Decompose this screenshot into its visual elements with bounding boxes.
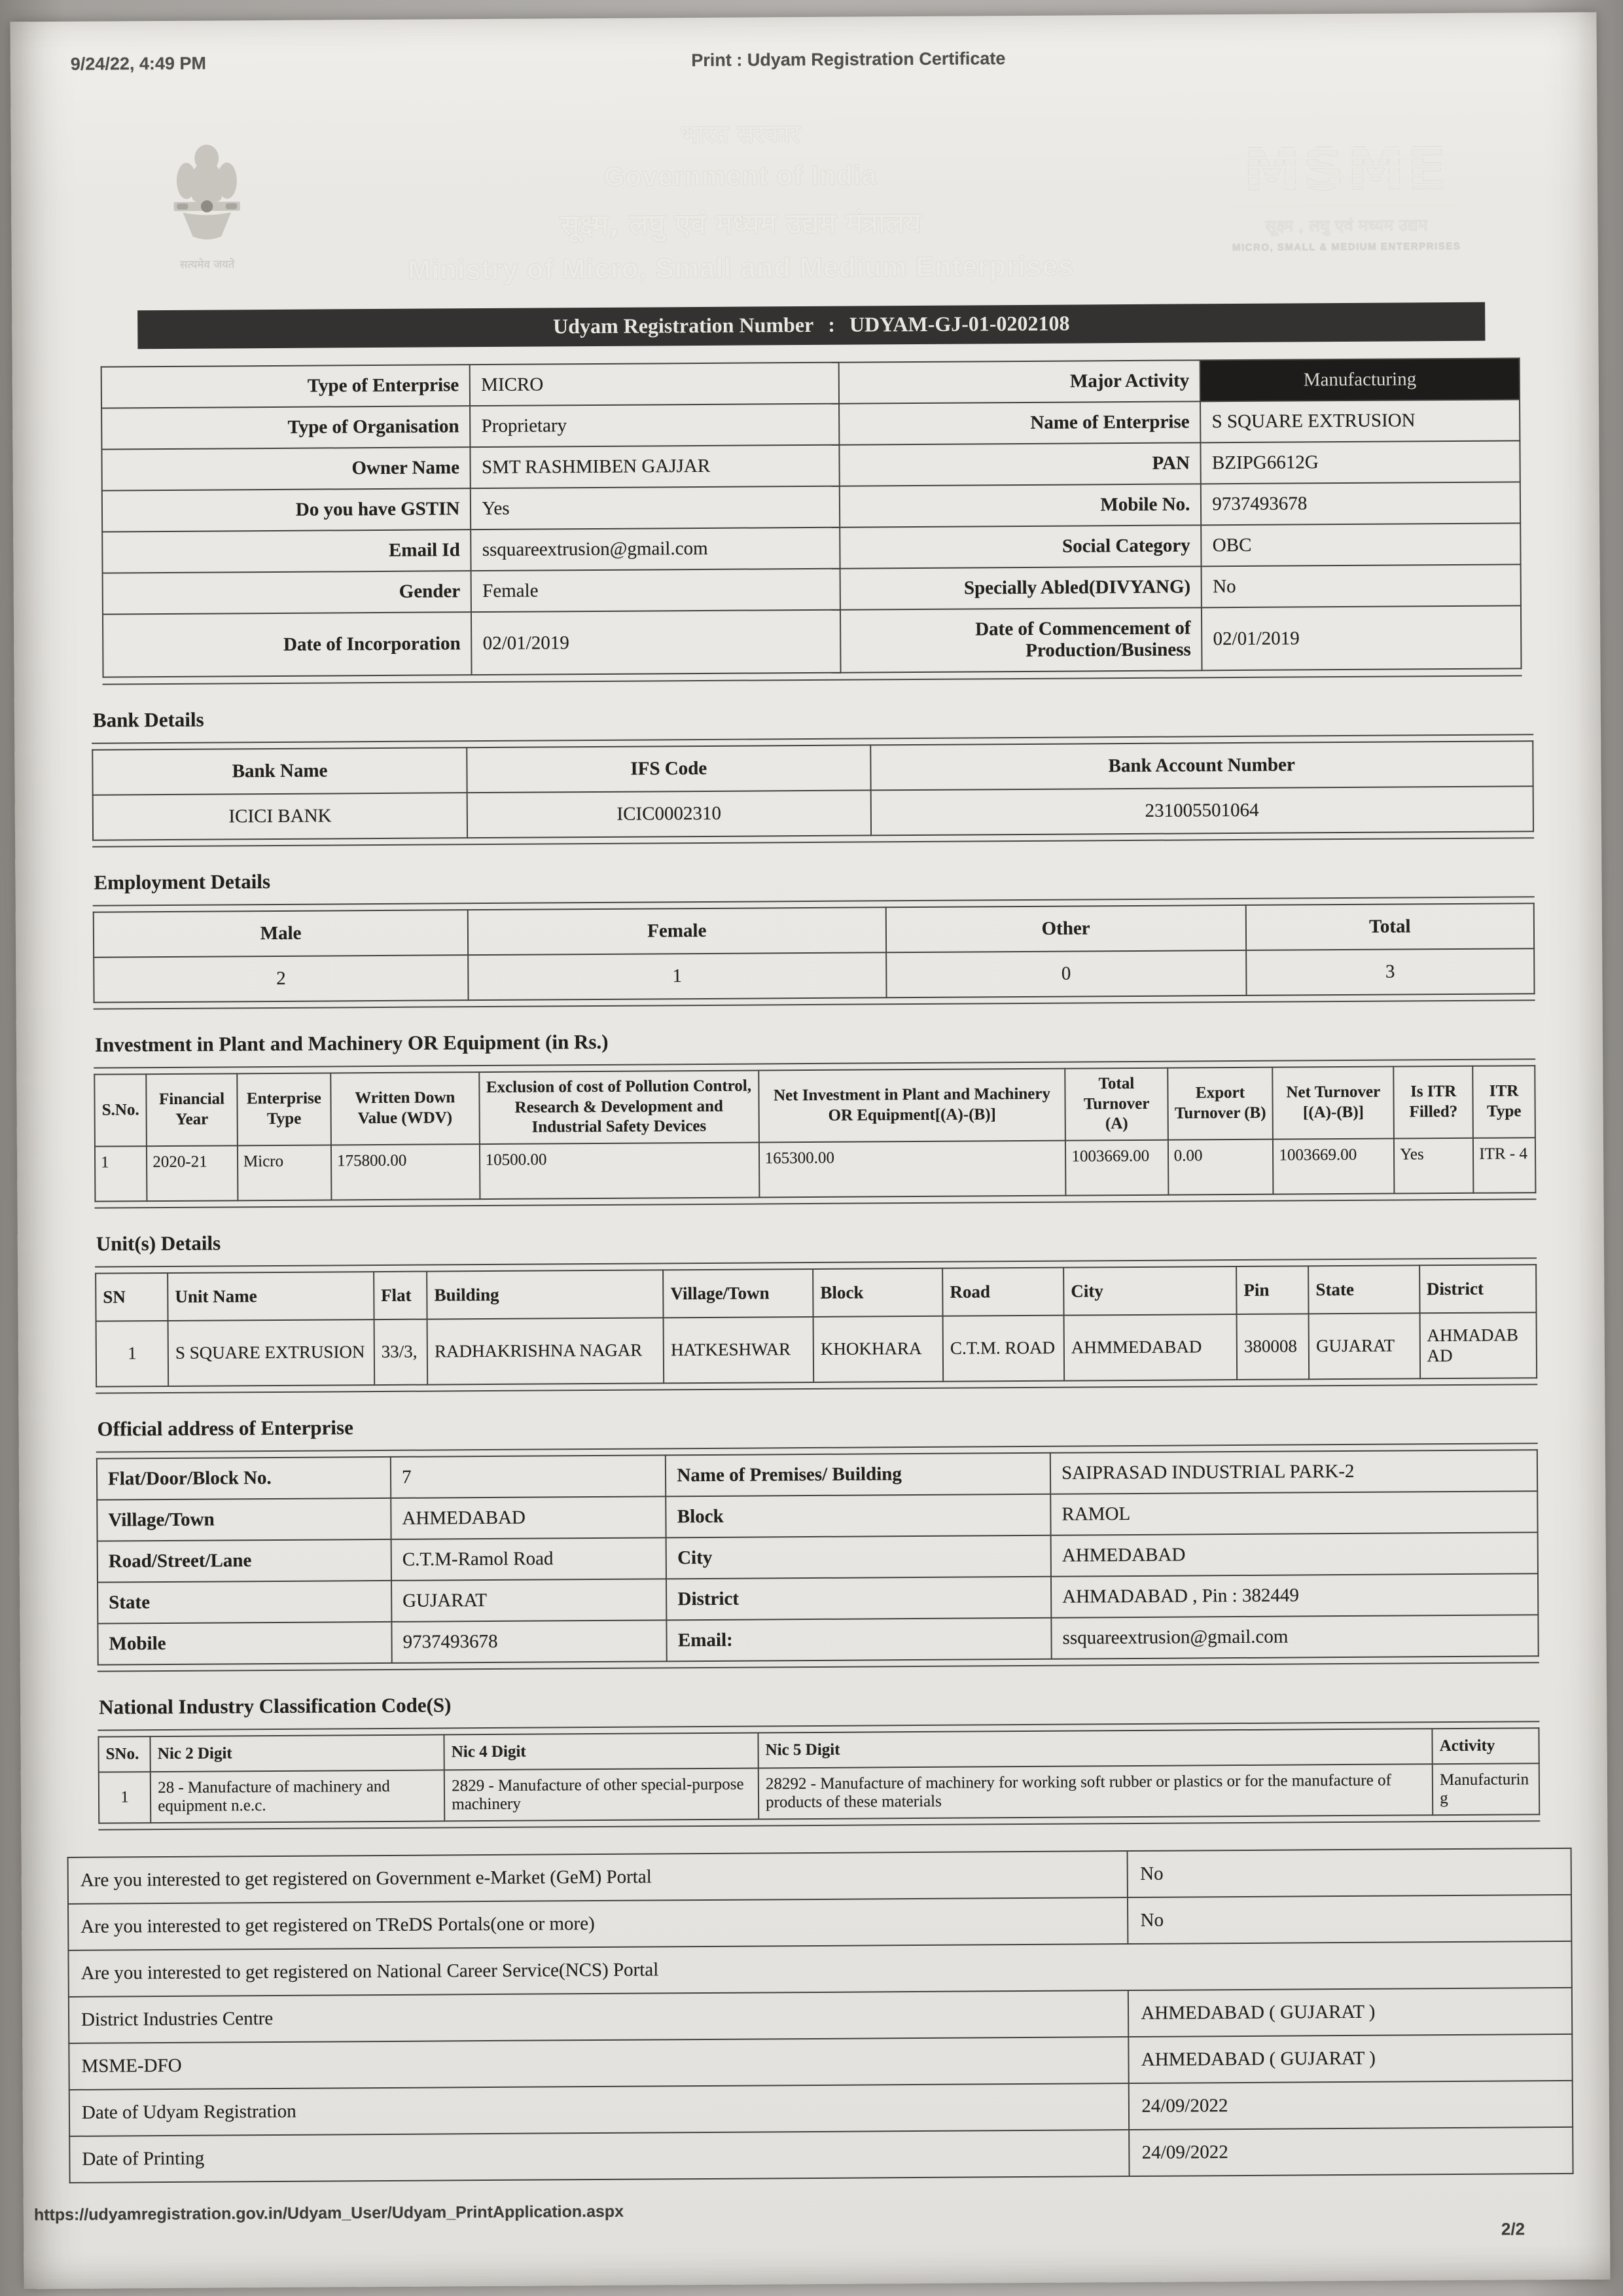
header-cell: S.No. bbox=[94, 1074, 147, 1146]
table-header-row bbox=[96, 1265, 1536, 1321]
field-label: Specially Abled(DIVYANG) bbox=[840, 566, 1202, 609]
is-itr-filled: Yes bbox=[1394, 1138, 1474, 1193]
bank-table-wrap bbox=[92, 734, 1534, 847]
field-label: Flat/Door/Block No. bbox=[97, 1456, 391, 1499]
enterprise-table bbox=[101, 357, 1522, 677]
field-value: ssquareextrusion@gmail.com bbox=[1051, 1615, 1538, 1659]
table-row bbox=[103, 605, 1522, 677]
nic-table-wrap bbox=[98, 1721, 1540, 1830]
unit-name: S SQUARE EXTRUSION bbox=[168, 1319, 374, 1386]
header-cell: Nic 4 Digit bbox=[444, 1732, 758, 1770]
unit-city: AHMMEDABAD bbox=[1064, 1314, 1238, 1381]
unit-state: GUJARAT bbox=[1309, 1313, 1420, 1379]
table-row bbox=[93, 786, 1533, 840]
exclusion-cost: 10500.00 bbox=[480, 1142, 759, 1199]
nic-heading: National Industry Classification Code(S) bbox=[99, 1693, 452, 1719]
field-label: Email Id bbox=[102, 529, 471, 573]
header-cell: ITR Type bbox=[1473, 1066, 1535, 1138]
banner-hindi-government: भारत सरकार bbox=[680, 119, 800, 149]
header-cell: Total Turnover (A) bbox=[1065, 1068, 1168, 1140]
field-label: Major Activity bbox=[838, 360, 1200, 403]
field-value: AHMEDABAD bbox=[391, 1496, 666, 1539]
msme-logo-rule bbox=[1230, 203, 1462, 207]
registration-number-label: Udyam Registration Number bbox=[552, 312, 814, 338]
table-row bbox=[99, 1763, 1539, 1823]
field-label: Village/Town bbox=[97, 1498, 391, 1541]
field-label: District bbox=[666, 1576, 1051, 1620]
header-cell: Road bbox=[942, 1267, 1063, 1316]
footer-url: https://udyamregistration.gov.in/Udyam_User/Udyam_PrintApplication.aspx bbox=[33, 2202, 624, 2225]
header-cell: Flat bbox=[374, 1271, 427, 1319]
question-answer: 24/09/2022 bbox=[1130, 2126, 1573, 2176]
header-cell: Unit Name bbox=[168, 1272, 374, 1321]
field-value: AHMADABAD , Pin : 382449 bbox=[1051, 1573, 1538, 1618]
field-label: Name of Premises/ Building bbox=[666, 1452, 1050, 1496]
field-label: Owner Name bbox=[101, 447, 471, 490]
header-cell: SN bbox=[96, 1273, 168, 1321]
nic-5-digit: 28292 - Manufacture of machinery for working soft rubber or plastics or for the manufacture of products of these materials bbox=[758, 1764, 1433, 1819]
total-turnover: 1003669.00 bbox=[1065, 1139, 1168, 1195]
field-value: Female bbox=[471, 569, 840, 612]
field-label: Road/Street/Lane bbox=[98, 1539, 391, 1582]
units-table-wrap bbox=[95, 1257, 1537, 1393]
table-row bbox=[98, 1615, 1538, 1664]
header-cell: Bank Name bbox=[92, 747, 467, 795]
employment-female: 1 bbox=[468, 952, 886, 1000]
unit-block: KHOKHARA bbox=[813, 1316, 944, 1382]
enterprise-type: Micro bbox=[238, 1145, 332, 1200]
nic-table bbox=[98, 1727, 1540, 1823]
question-text: Date of Udyam Registration bbox=[69, 2083, 1130, 2136]
field-value: Yes bbox=[471, 486, 840, 529]
table-row bbox=[94, 948, 1534, 1002]
net-investment: 165300.00 bbox=[759, 1140, 1066, 1197]
footer-page-number: 2/2 bbox=[1501, 2219, 1525, 2239]
header-cell: State bbox=[1308, 1265, 1419, 1314]
investment-heading: Investment in Plant and Machinery OR Equipment (in Rs.) bbox=[94, 1030, 609, 1056]
unit-flat: 33/3, bbox=[374, 1319, 427, 1384]
question-text: Are you interested to get registered on TReDS Portals(one or more) bbox=[68, 1897, 1128, 1950]
header-cell: District bbox=[1419, 1265, 1537, 1313]
field-label: Mobile No. bbox=[840, 484, 1202, 527]
nic-activity: Manufacturing bbox=[1433, 1763, 1539, 1815]
units-details-heading: Unit(s) Details bbox=[96, 1231, 221, 1255]
header-cell: Exclusion of cost of Pollution Control, Research & Development and Industrial Safety Devices bbox=[479, 1070, 759, 1143]
field-value: 7 bbox=[391, 1455, 666, 1498]
table-row bbox=[69, 2126, 1573, 2182]
registration-number-bar bbox=[137, 302, 1485, 350]
investment-table bbox=[94, 1065, 1536, 1202]
field-label: PAN bbox=[839, 442, 1201, 486]
questions-table bbox=[67, 1847, 1574, 2183]
bank-name: ICICI BANK bbox=[93, 793, 468, 840]
field-value: ssquareextrusion@gmail.com bbox=[471, 528, 840, 571]
question-answer: AHMEDABAD ( GUJARAT ) bbox=[1129, 2034, 1573, 2083]
question-answer: No bbox=[1128, 1848, 1571, 1897]
employment-table-wrap bbox=[93, 896, 1535, 1009]
table-row bbox=[96, 1312, 1537, 1386]
banner-hindi-ministry: सूक्ष्म, लघु एवं मध्यम उद्यम मंत्रालय bbox=[560, 206, 921, 242]
itr-type: ITR - 4 bbox=[1473, 1138, 1535, 1193]
units-table bbox=[95, 1264, 1537, 1387]
net-turnover: 1003669.00 bbox=[1273, 1138, 1394, 1194]
msme-logo bbox=[1219, 139, 1474, 253]
field-value: OBC bbox=[1202, 523, 1521, 566]
header-cell: Building bbox=[427, 1270, 663, 1319]
msme-logo-hindi: सूक्ष्म , लघु एवं मध्यम उद्यम bbox=[1265, 215, 1428, 236]
employment-table bbox=[93, 903, 1535, 1003]
question-text: District Industries Centre bbox=[69, 1990, 1129, 2043]
field-value: No bbox=[1202, 564, 1521, 607]
field-value: BZIPG6612G bbox=[1201, 440, 1520, 484]
employment-total: 3 bbox=[1246, 948, 1535, 996]
field-value: 02/01/2019 bbox=[471, 610, 840, 675]
question-text: Date of Printing bbox=[69, 2130, 1130, 2183]
header-cell: Is ITR Filled? bbox=[1393, 1066, 1473, 1138]
bank-details-heading: Bank Details bbox=[92, 708, 204, 732]
field-label: Do you have GSTIN bbox=[102, 488, 471, 531]
msme-logo-english: MICRO, SMALL & MEDIUM ENTERPRISES bbox=[1232, 240, 1461, 253]
unit-sn: 1 bbox=[96, 1320, 169, 1386]
field-label: Date of Incorporation bbox=[103, 612, 472, 677]
header-cell: Block bbox=[813, 1268, 943, 1316]
field-label: Social Category bbox=[840, 525, 1202, 568]
msme-logo-icon bbox=[1228, 139, 1465, 197]
field-value: AHMEDABAD bbox=[1051, 1532, 1538, 1577]
investment-table-wrap bbox=[94, 1058, 1536, 1208]
field-label: Date of Commencement of Production/Business bbox=[840, 607, 1202, 672]
header-cell: Written Down Value (WDV) bbox=[330, 1072, 479, 1145]
emblem-block bbox=[151, 135, 263, 272]
bank-account-number: 231005501064 bbox=[870, 786, 1533, 835]
header-cell: SNo. bbox=[98, 1736, 151, 1772]
scanned-certificate-page bbox=[10, 12, 1610, 2289]
header-cell: Export Turnover (B) bbox=[1168, 1067, 1273, 1139]
nic-sno: 1 bbox=[99, 1772, 151, 1823]
employment-other: 0 bbox=[886, 950, 1247, 997]
written-down-value: 175800.00 bbox=[331, 1144, 480, 1200]
enterprise-table-wrap bbox=[101, 357, 1522, 685]
nic-2-digit: 28 - Manufacture of machinery and equipment n.e.c. bbox=[151, 1770, 444, 1823]
bank-table bbox=[92, 740, 1534, 840]
serial-number: 1 bbox=[95, 1146, 147, 1201]
header-cell: Net Investment in Plant and Machinery OR Equipment[(A)-(B)] bbox=[758, 1069, 1065, 1142]
emblem-motto: सत्यमेव जयते bbox=[179, 258, 235, 272]
unit-pin: 380008 bbox=[1237, 1314, 1310, 1380]
field-value: S SQUARE EXTRUSION bbox=[1200, 399, 1520, 442]
field-value: 9737493678 bbox=[1201, 482, 1520, 525]
field-label: Block bbox=[666, 1494, 1051, 1537]
official-address-table-wrap bbox=[96, 1443, 1539, 1672]
field-value: GUJARAT bbox=[391, 1579, 667, 1622]
field-value: MICRO bbox=[470, 363, 839, 406]
header-cell: Other bbox=[885, 905, 1246, 952]
question-text: Are you interested to get registered on National Career Service(NCS) Portal bbox=[68, 1941, 1571, 1996]
print-header bbox=[56, 12, 1560, 75]
unit-village: HATKESHWAR bbox=[664, 1316, 813, 1382]
major-activity-highlight: Manufacturing bbox=[1200, 358, 1520, 401]
field-label: Email: bbox=[667, 1617, 1052, 1661]
header-cell: IFS Code bbox=[467, 745, 870, 793]
field-value: Proprietary bbox=[470, 404, 839, 447]
table-header-row bbox=[94, 1066, 1535, 1146]
header-cell: Pin bbox=[1236, 1266, 1308, 1314]
banner-english-government: Government of India bbox=[603, 160, 878, 192]
header-cell: Total bbox=[1246, 903, 1535, 950]
question-answer: No bbox=[1128, 1894, 1571, 1943]
field-label: Type of Organisation bbox=[101, 406, 471, 449]
ifs-code: ICIC0002310 bbox=[467, 790, 871, 838]
banner-english-ministry: Ministry of Micro, Small and Medium Enterprises bbox=[408, 250, 1075, 285]
unit-road: C.T.M. ROAD bbox=[943, 1315, 1064, 1381]
field-label: Mobile bbox=[98, 1621, 391, 1664]
header-cell: Net Turnover [(A)-(B)] bbox=[1273, 1067, 1395, 1139]
header-cell: Male bbox=[94, 910, 469, 957]
question-answer: 24/09/2022 bbox=[1129, 2080, 1573, 2129]
question-answer: AHMEDABAD ( GUJARAT ) bbox=[1128, 1987, 1572, 2036]
print-title: Print : Udyam Registration Certificate bbox=[691, 48, 1006, 71]
field-value: 02/01/2019 bbox=[1202, 605, 1521, 670]
question-text: Are you interested to get registered on Government e-Market (GeM) Portal bbox=[68, 1851, 1128, 1904]
employment-male: 2 bbox=[94, 955, 469, 1002]
export-turnover: 0.00 bbox=[1168, 1139, 1274, 1194]
field-label: City bbox=[666, 1535, 1051, 1579]
field-label: State bbox=[98, 1580, 391, 1623]
header-cell: Enterprise Type bbox=[237, 1073, 331, 1145]
header-cell: Nic 5 Digit bbox=[758, 1729, 1432, 1768]
registration-number-value: UDYAM-GJ-01-0202108 bbox=[849, 311, 1070, 336]
nic-4-digit: 2829 - Manufacture of other special-purpose machinery bbox=[444, 1768, 758, 1821]
government-banner bbox=[116, 92, 1505, 304]
field-label: Type of Enterprise bbox=[101, 365, 471, 408]
field-label: Name of Enterprise bbox=[839, 401, 1201, 444]
field-value: SMT RASHMIBEN GAJJAR bbox=[471, 445, 840, 488]
unit-building: RADHAKRISHNA NAGAR bbox=[427, 1318, 664, 1384]
header-cell: Financial Year bbox=[147, 1073, 238, 1145]
employment-details-heading: Employment Details bbox=[94, 870, 271, 894]
official-address-table bbox=[96, 1449, 1539, 1665]
header-cell: Bank Account Number bbox=[870, 741, 1533, 790]
unit-district: AHMADABAD bbox=[1419, 1312, 1537, 1378]
field-value: C.T.M-Ramol Road bbox=[391, 1537, 667, 1581]
field-value: RAMOL bbox=[1050, 1491, 1537, 1535]
registration-number-separator: : bbox=[828, 312, 836, 336]
field-label: Gender bbox=[103, 571, 472, 614]
header-cell: Female bbox=[468, 907, 886, 955]
header-cell: Activity bbox=[1433, 1728, 1539, 1764]
header-cell: Village/Town bbox=[663, 1268, 813, 1317]
banner-titles bbox=[262, 113, 1219, 287]
print-datetime: 9/24/22, 4:49 PM bbox=[70, 53, 207, 74]
table-row bbox=[95, 1138, 1535, 1201]
question-text: MSME-DFO bbox=[69, 2037, 1129, 2090]
field-value: 9737493678 bbox=[391, 1620, 667, 1663]
header-cell: City bbox=[1063, 1266, 1237, 1316]
ashoka-emblem-icon bbox=[162, 135, 253, 251]
header-cell: Nic 2 Digit bbox=[151, 1734, 444, 1772]
financial-year: 2020-21 bbox=[147, 1145, 238, 1201]
official-address-heading: Official address of Enterprise bbox=[97, 1415, 353, 1441]
field-value: SAIPRASAD INDUSTRIAL PARK-2 bbox=[1050, 1450, 1537, 1494]
msme-acronym: MSME bbox=[1243, 139, 1450, 198]
